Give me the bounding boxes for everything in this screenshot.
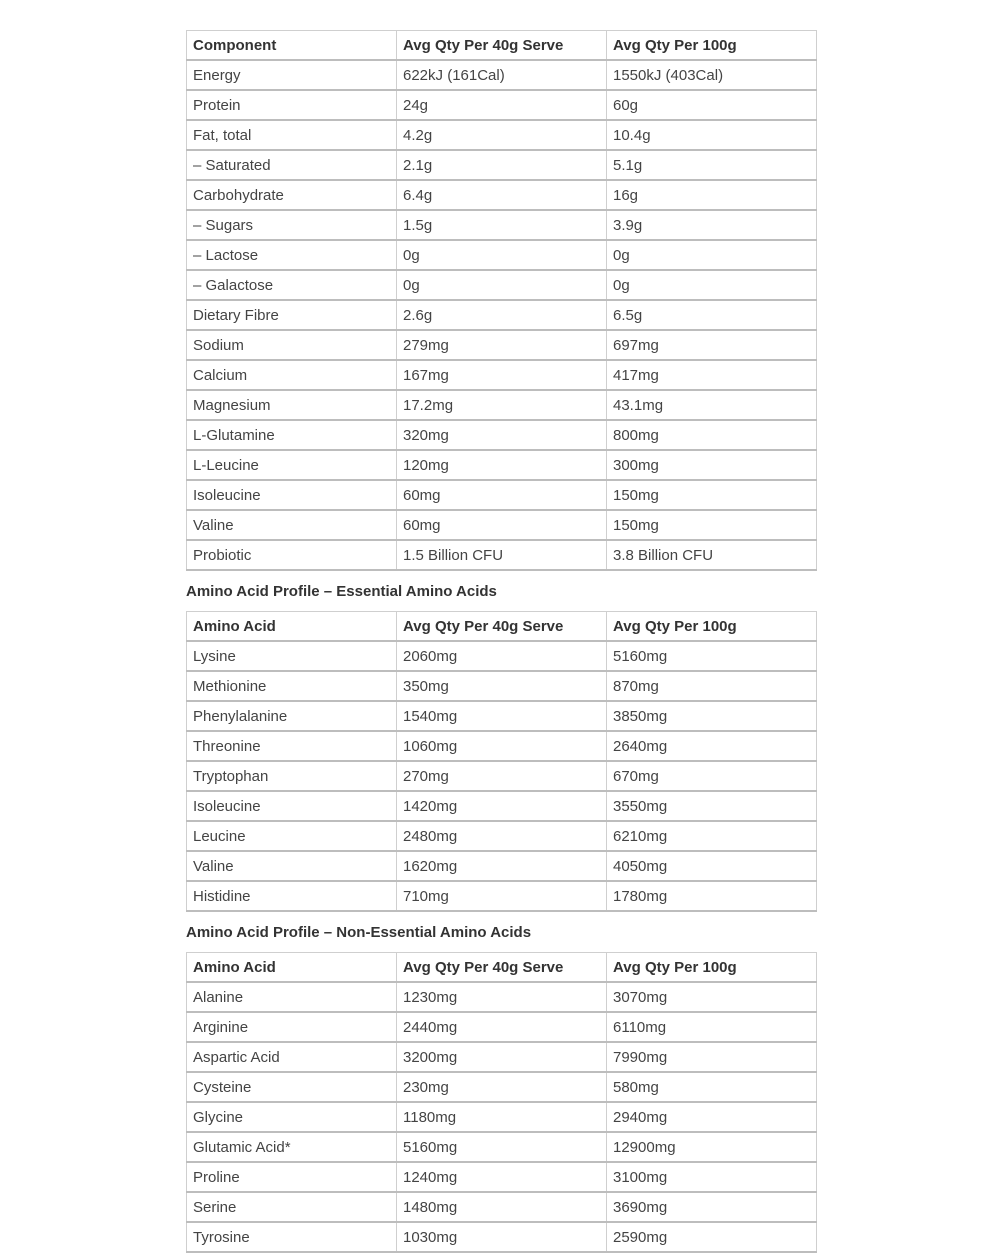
per-100g-value-cell: 0g [607,240,817,270]
per-100g-value-cell: 3070mg [607,982,817,1012]
per-100g-value-cell: 12900mg [607,1132,817,1162]
non-essential-amino-acids-heading: Amino Acid Profile – Non-Essential Amino Acids [186,924,532,941]
table-row [187,1072,817,1102]
per-100g-value-cell: 3.8 Billion CFU [607,540,817,570]
nutrition-document [186,30,816,1253]
table-row [187,150,817,180]
table-row [187,641,817,671]
per-100g-value-cell: 3550mg [607,791,817,821]
essential-amino-acids-heading: Amino Acid Profile – Essential Amino Acids [186,583,497,600]
per-100g-value-cell: 1550kJ (403Cal) [607,60,817,90]
row-label-cell: – Lactose [187,240,397,270]
per-serve-value-cell: 1480mg [397,1192,607,1222]
per-serve-value-cell: 60mg [397,480,607,510]
per-serve-value-cell: 1.5 Billion CFU [397,540,607,570]
row-label-cell: Proline [187,1162,397,1192]
per-100g-value-cell: 2640mg [607,731,817,761]
row-label-cell: Tryptophan [187,761,397,791]
row-label-cell: L-Leucine [187,450,397,480]
per-100g-value-cell: 0g [607,270,817,300]
per-100g-value-cell: 6.5g [607,300,817,330]
per-serve-value-cell: 320mg [397,420,607,450]
per-serve-value-cell: 60mg [397,510,607,540]
table-row [187,120,817,150]
per-100g-value-cell: 43.1mg [607,390,817,420]
per-100g-value-cell: 697mg [607,330,817,360]
per-100g-value-cell: 16g [607,180,817,210]
essential-amino-acids-table [186,611,817,912]
row-label-cell: Glutamic Acid* [187,1132,397,1162]
table-header-row [187,953,817,983]
per-100g-value-cell: 1780mg [607,881,817,911]
per-100g-value-cell: 580mg [607,1072,817,1102]
non-essential-amino-acids-table [186,952,817,1253]
row-label-cell: Methionine [187,671,397,701]
table-row [187,300,817,330]
row-label-cell: Dietary Fibre [187,300,397,330]
column-header-per-100g: Avg Qty Per 100g [607,953,817,983]
table-row [187,761,817,791]
per-100g-value-cell: 4050mg [607,851,817,881]
table-row [187,420,817,450]
per-100g-value-cell: 150mg [607,510,817,540]
row-label-cell: – Galactose [187,270,397,300]
row-label-cell: Threonine [187,731,397,761]
table-row [187,982,817,1012]
per-100g-value-cell: 6110mg [607,1012,817,1042]
table-row [187,210,817,240]
per-100g-value-cell: 150mg [607,480,817,510]
per-100g-value-cell: 7990mg [607,1042,817,1072]
table-header-row [187,612,817,642]
column-header-per-100g: Avg Qty Per 100g [607,612,817,642]
column-header-per-serve: Avg Qty Per 40g Serve [397,953,607,983]
per-100g-value-cell: 6210mg [607,821,817,851]
row-label-cell: L-Glutamine [187,420,397,450]
per-100g-value-cell: 3850mg [607,701,817,731]
per-serve-value-cell: 2.6g [397,300,607,330]
row-label-cell: Isoleucine [187,480,397,510]
per-serve-value-cell: 279mg [397,330,607,360]
per-serve-value-cell: 3200mg [397,1042,607,1072]
column-header-amino-acid: Amino Acid [187,612,397,642]
per-serve-value-cell: 2060mg [397,641,607,671]
table-row [187,791,817,821]
table-row [187,480,817,510]
per-serve-value-cell: 24g [397,90,607,120]
per-100g-value-cell: 800mg [607,420,817,450]
row-label-cell: Cysteine [187,1072,397,1102]
row-label-cell: Calcium [187,360,397,390]
row-label-cell: Isoleucine [187,791,397,821]
row-label-cell: Arginine [187,1012,397,1042]
table-row [187,450,817,480]
row-label-cell: Energy [187,60,397,90]
column-header-amino-acid: Amino Acid [187,953,397,983]
per-serve-value-cell: 1030mg [397,1222,607,1252]
per-serve-value-cell: 6.4g [397,180,607,210]
per-100g-value-cell: 670mg [607,761,817,791]
per-serve-value-cell: 17.2mg [397,390,607,420]
per-serve-value-cell: 622kJ (161Cal) [397,60,607,90]
table-header-row [187,31,817,61]
table-row [187,240,817,270]
per-serve-value-cell: 167mg [397,360,607,390]
per-serve-value-cell: 350mg [397,671,607,701]
row-label-cell: Glycine [187,1102,397,1132]
table-row [187,1042,817,1072]
table-row [187,510,817,540]
per-100g-value-cell: 10.4g [607,120,817,150]
table-row [187,671,817,701]
per-100g-value-cell: 300mg [607,450,817,480]
table-row [187,881,817,911]
row-label-cell: Carbohydrate [187,180,397,210]
row-label-cell: Leucine [187,821,397,851]
table-row [187,540,817,570]
row-label-cell: Tyrosine [187,1222,397,1252]
row-label-cell: Probiotic [187,540,397,570]
table-row [187,701,817,731]
column-header-per-serve: Avg Qty Per 40g Serve [397,612,607,642]
per-100g-value-cell: 3690mg [607,1192,817,1222]
row-label-cell: – Saturated [187,150,397,180]
per-100g-value-cell: 417mg [607,360,817,390]
table-row [187,1222,817,1252]
column-header-per-serve: Avg Qty Per 40g Serve [397,31,607,61]
per-serve-value-cell: 2480mg [397,821,607,851]
per-serve-value-cell: 1060mg [397,731,607,761]
per-100g-value-cell: 2940mg [607,1102,817,1132]
row-label-cell: Magnesium [187,390,397,420]
row-label-cell: Alanine [187,982,397,1012]
per-serve-value-cell: 230mg [397,1072,607,1102]
row-label-cell: Sodium [187,330,397,360]
per-serve-value-cell: 1240mg [397,1162,607,1192]
row-label-cell: Valine [187,851,397,881]
table-row [187,330,817,360]
table-row [187,1102,817,1132]
per-100g-value-cell: 5160mg [607,641,817,671]
per-100g-value-cell: 5.1g [607,150,817,180]
per-serve-value-cell: 0g [397,270,607,300]
row-label-cell: Fat, total [187,120,397,150]
row-label-cell: Phenylalanine [187,701,397,731]
table-row [187,390,817,420]
table-row [187,180,817,210]
per-serve-value-cell: 1.5g [397,210,607,240]
table-row [187,1012,817,1042]
per-serve-value-cell: 2.1g [397,150,607,180]
row-label-cell: Serine [187,1192,397,1222]
table-row [187,60,817,90]
per-serve-value-cell: 1620mg [397,851,607,881]
row-label-cell: Histidine [187,881,397,911]
per-serve-value-cell: 2440mg [397,1012,607,1042]
table-row [187,821,817,851]
row-label-cell: Aspartic Acid [187,1042,397,1072]
per-serve-value-cell: 1230mg [397,982,607,1012]
per-serve-value-cell: 1420mg [397,791,607,821]
per-100g-value-cell: 3100mg [607,1162,817,1192]
per-serve-value-cell: 120mg [397,450,607,480]
table-row [187,1192,817,1222]
per-serve-value-cell: 710mg [397,881,607,911]
table-row [187,1132,817,1162]
column-header-per-100g: Avg Qty Per 100g [607,31,817,61]
per-100g-value-cell: 2590mg [607,1222,817,1252]
row-label-cell: – Sugars [187,210,397,240]
row-label-cell: Lysine [187,641,397,671]
table-row [187,90,817,120]
table-row [187,270,817,300]
per-100g-value-cell: 3.9g [607,210,817,240]
per-serve-value-cell: 270mg [397,761,607,791]
table-row [187,1162,817,1192]
nutrition-information-table [186,30,817,571]
column-header-component: Component [187,31,397,61]
row-label-cell: Protein [187,90,397,120]
per-serve-value-cell: 0g [397,240,607,270]
per-serve-value-cell: 1540mg [397,701,607,731]
table-row [187,851,817,881]
table-row [187,731,817,761]
per-serve-value-cell: 4.2g [397,120,607,150]
per-serve-value-cell: 1180mg [397,1102,607,1132]
per-100g-value-cell: 60g [607,90,817,120]
per-serve-value-cell: 5160mg [397,1132,607,1162]
table-row [187,360,817,390]
per-100g-value-cell: 870mg [607,671,817,701]
row-label-cell: Valine [187,510,397,540]
